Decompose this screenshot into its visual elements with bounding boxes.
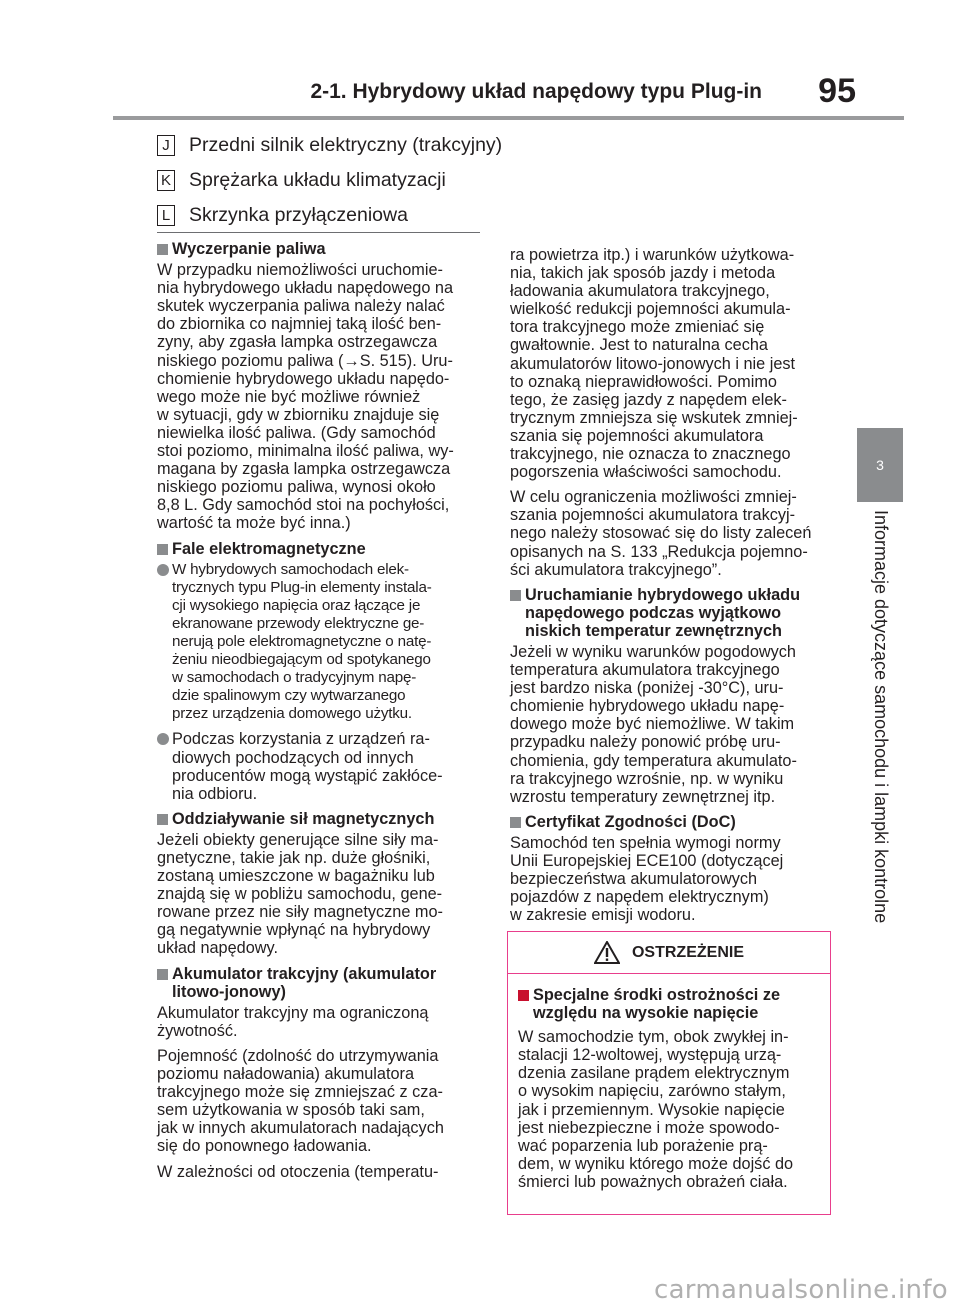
- legend-label: Skrzynka przyłączeniowa: [189, 204, 408, 226]
- chapter-title: Informacje dotyczące samochodu i lampki kontrolne: [871, 510, 891, 924]
- legend-letter-badge: L: [157, 205, 175, 226]
- legend-letter-badge: J: [157, 135, 175, 156]
- square-bullet-icon: [157, 244, 168, 255]
- paragraph: W zależności od otoczenia (temperatu-: [157, 1162, 439, 1181]
- subsection-heading: [157, 965, 480, 1001]
- paragraph: ra powietrza itp.) i warunków użytkowa- nia, takich jak sposób jazdy i metoda ładowania akumulatora trakcyjnego, wielkość redukcji pojemności akumula- tora trakcyjnego może zmieniać się gwałtownie. Jest to naturalna cecha akumulatorów litowo-jonowych i nie jest to oznaką nieprawidłowości. Pomimo tego, że zasięg jazdy z napędem elek- trycznym zmniejsza się wskutek zmniej- szania się pojemności akumulatora trakcyjnego, nie oznacza to znacznego pogorszenia właściwości samochodu.: [510, 246, 798, 482]
- square-bullet-icon: [157, 814, 168, 825]
- bullet-text: Podczas korzystania z urządzeń ra- diowych pochodzących od innych producentów mogą wystąpić zakłóce- nia odbioru.: [172, 730, 443, 803]
- section-divider: [157, 232, 480, 233]
- bullet-text: W hybrydowych samochodach elek- trycznych typu Plug-in elementy instala- cji wysokiego napięcia oraz łączące je ekranowane przewody elektryczne ge- nerują pole elektromagnetyczne o natę- żeniu nieodbiegającym od spotykanego w samochodach o tradycyjnym napę- dzie spalinowym czy wytwarzanego przez urządzenia domowego użytku.: [172, 560, 432, 723]
- warning-triangle-icon: [594, 941, 620, 964]
- heading-text: Wyczerpanie paliwa: [172, 240, 326, 258]
- legend-label: Przedni silnik elektryczny (trakcyjny): [189, 134, 503, 156]
- paragraph: W przypadku niemożliwości uruchomie- nia hybrydowego układu napędowego na skutek wyczerpania paliwa należy nalać do zbiornika co najmniej taką ilość ben- zyny, aby zgasła lampka ostrzegawcza niskiego poziomu paliwa (→S. 515). Uru- chomienie hybrydowego układu napędo- wego może nie być możliwe również w sytuacji, gdy w zbiorniku znajduje się niewielka ilość paliwa. (Gdy samochód stoi poziomo, minimalna ilość paliwa, wy- magana by zgasła lampka ostrzegawcza niskiego poziomu paliwa, wynosi około 8,8 L. Gdy samochód stoi na pochyłości, wartość ta może być inna.): [157, 261, 454, 533]
- paragraph: Pojemność (zdolność do utrzymywania poziomu naładowania) akumulatora trakcyjnego może się zmniejszać z cza- sem użytkowania w sposób taki sam, jak w innych akumulatorach nadających się do ponownego ładowania.: [157, 1046, 444, 1156]
- paragraph: Akumulator trakcyjny ma ograniczoną żywotność.: [157, 1003, 429, 1040]
- warning-text: W samochodzie tym, obok zwykłej in- stalacji 12-woltowej, występują urzą- dzenia zasilane prądem elektrycznym o wysokim napięciu, zarówno stałym, jak i przemiennym. Wysokie napięcie jest niebezpieczne i może spowodo- wać poparzenia lub porażenie prą- dem, w wyniku którego może dojść do śmierci lub poważnych obrażeń ciała.: [518, 1028, 794, 1191]
- paragraph: Jeżeli w wyniku warunków pogodowych temperatura akumulatora trakcyjnego jest bardzo niska (poniżej -30°C), uru- chomienie hybrydowego układu napę- dowego może być niemożliwe. W takim przypadku należy ponowić próbę uru- chomienia, gdy temperatura akumulato- ra trakcyjnego wzrośnie, np. w wyniku wzrostu temperatury zewnętrznej itp.: [510, 642, 797, 806]
- legend-label: Sprężarka układu klimatyzacji: [189, 169, 446, 191]
- circle-bullet-icon: [157, 733, 169, 745]
- heading-text: Specjalne środki ostrożności ze względu na wysokie napięcie: [533, 986, 781, 1023]
- right-column: [510, 246, 832, 931]
- square-bullet-icon: [518, 990, 529, 1001]
- watermark: carmanualsonline.info: [653, 1275, 948, 1305]
- bullet-item: [157, 561, 480, 724]
- subsection-heading: [510, 586, 832, 640]
- warning-title: OSTRZEŻENIE: [631, 943, 744, 961]
- legend-item: [157, 163, 502, 198]
- heading-text: Certyfikat Zgodności (DoC): [525, 812, 736, 831]
- paragraph: Samochód ten spełnia wymogi normy Unii Europejskiej ECE100 (dotyczącej bezpieczeństwa akumulatorowych pojazdów z napędem elektrycznym) w zakresie emisji wodoru.: [510, 833, 784, 925]
- heading-text: Oddziaływanie sił magnetycznych: [172, 809, 435, 828]
- warning-box: [507, 931, 831, 1215]
- square-bullet-icon: [510, 590, 521, 601]
- subsection-heading: [157, 810, 480, 828]
- warning-heading: [518, 986, 824, 1022]
- legend-item: [157, 128, 502, 163]
- chapter-number: 3: [876, 457, 884, 473]
- left-column: [157, 240, 480, 1188]
- heading-text: Uruchamianie hybrydowego układu napędowego podczas wyjątkowo niskich temperatur zewnętrznych: [525, 585, 801, 640]
- paragraph: Jeżeli obiekty generujące silne siły ma- gnetyczne, takie jak np. duże głośniki, zostaną umieszczone w bagażniku lub znajdą się w pobliżu samochodu, gene- rowane przez nie siły magnetyczne mo- gą negatywnie wpłynąć na hybrydowy układ napędowy.: [157, 830, 443, 958]
- square-bullet-icon: [510, 817, 521, 828]
- subsection-heading: [510, 813, 832, 831]
- heading-text: Fale elektromagnetyczne: [172, 539, 366, 558]
- warning-content: [508, 974, 830, 1191]
- paragraph: W celu ograniczenia możliwości zmniej- szania pojemności akumulatora trakcyj- nego należy stosować się do listy zaleceń opisanych na S. 133 „Redukcja pojemno- ści akumulatora trakcyjnego”.: [510, 488, 812, 579]
- bullet-item: [157, 730, 480, 802]
- circle-bullet-icon: [157, 564, 169, 576]
- square-bullet-icon: [157, 544, 168, 555]
- chapter-tab: [857, 428, 903, 502]
- legend-letter-badge: K: [157, 170, 175, 191]
- page-number: 95: [818, 72, 856, 110]
- header-rule: [113, 116, 904, 120]
- square-bullet-icon: [157, 969, 168, 980]
- component-legend: [157, 128, 502, 233]
- heading-text: Akumulator trakcyjny (akumulator litowo-jonowy): [172, 964, 437, 1001]
- warning-header: [508, 932, 830, 974]
- subsection-heading: [157, 240, 480, 258]
- section-title: 2-1. Hybrydowy układ napędowy typu Plug-in: [310, 80, 762, 103]
- legend-item: [157, 198, 502, 233]
- subsection-heading: [157, 540, 480, 558]
